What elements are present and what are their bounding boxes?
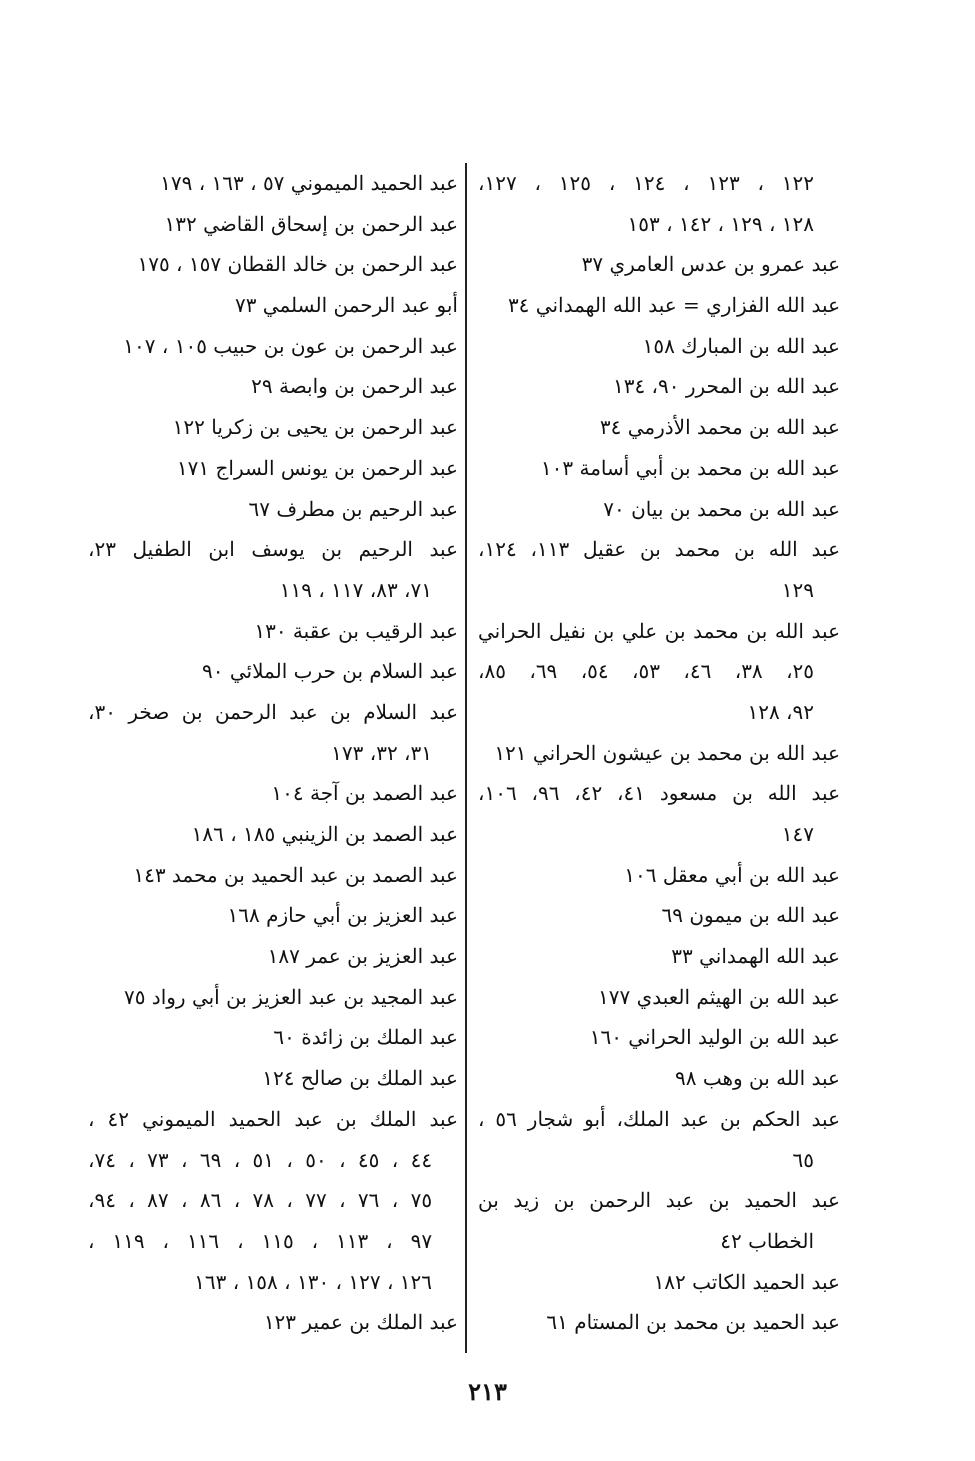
index-entry: عبد الله بن المحرر ٩٠، ١٣٤: [612, 374, 840, 399]
index-entry: عبد الرقيب بن عقبة ١٣٠: [254, 618, 458, 643]
index-entry: عبد عمرو بن عدس العامري ٣٧: [581, 252, 840, 277]
index-entry-continuation: ٧٥ ، ٧٦ ، ٧٧ ، ٧٨ ، ٨٦ ، ٨٧ ، ٩٤،: [88, 1188, 433, 1213]
index-entry: عبد السلام بن عبد الرحمن بن صخر ٣٠،: [88, 699, 458, 724]
column-divider: [465, 163, 467, 1353]
index-entry: أبو عبد الرحمن السلمي ٧٣: [234, 293, 458, 318]
index-entry: عبد الرحمن بن يحيى بن زكريا ١٢٢: [172, 415, 458, 440]
index-entry: عبد الله الهمداني ٣٣: [671, 944, 840, 969]
index-entry: عبد الملك بن عمير ١٢٣: [263, 1310, 458, 1335]
index-entry-continuation: ١٤٧: [781, 822, 814, 846]
index-entry: عبد الحميد بن محمد بن المستام ٦١: [546, 1310, 840, 1335]
index-entry: عبد السلام بن حرب الملائي ٩٠: [202, 659, 458, 684]
index-entry: عبد الله بن الوليد الحراني ١٦٠: [589, 1025, 840, 1050]
index-entry: عبد العزيز بن عمر ١٨٧: [267, 944, 458, 969]
index-entry: عبد الرحمن بن عون بن حبيب ١٠٥ ، ١٠٧: [123, 333, 458, 358]
index-entry: عبد الملك بن صالح ١٢٤: [262, 1066, 458, 1091]
index-entry: عبد الصمد بن آجة ١٠٤: [271, 781, 458, 806]
index-entry: عبد الرحمن بن وابصة ٢٩: [251, 374, 458, 399]
index-entry: عبد الله بن مسعود ٤١، ٤٢، ٩٦، ١٠٦،: [478, 781, 840, 806]
index-entry-continuation: ١٢٢ ، ١٢٣ ، ١٢٤ ، ١٢٥ ، ١٢٧،: [478, 171, 815, 195]
index-entry: عبد الله بن محمد الأذرمي ٣٤: [599, 415, 840, 440]
page-number: ٢١٣: [468, 1377, 507, 1406]
index-entry-continuation: ٧١، ٨٣، ١١٧ ، ١١٩: [279, 577, 432, 602]
index-entry: عبد الحميد الميموني ٥٧ ، ١٦٣ ، ١٧٩: [160, 171, 458, 195]
index-entry: عبد الله بن وهب ٩٨: [674, 1066, 840, 1091]
index-entry: عبد الصمد بن عبد الحميد بن محمد ١٤٣: [133, 862, 458, 887]
index-entry-continuation: ١٢٦ ، ١٢٧ ، ١٣٠ ، ١٥٨ ، ١٦٣: [194, 1269, 432, 1294]
index-entry: عبد العزيز بن أبي حازم ١٦٨: [227, 903, 458, 928]
index-entry: عبد الله بن المبارك ١٥٨: [642, 333, 840, 358]
index-entry-continuation: ٣١، ٣٢، ١٧٣: [331, 740, 432, 765]
index-entry: عبد الله بن محمد بن عقيل ١١٣، ١٢٤،: [478, 537, 840, 562]
index-entry: عبد الله بن الهيثم العبدي ١٧٧: [597, 984, 840, 1009]
index-entry: عبد الرحيم بن مطرف ٦٧: [248, 496, 458, 521]
index-entry: عبد الملك بن زائدة ٦٠: [273, 1025, 458, 1050]
index-entry-continuation: ١٢٨ ، ١٢٩ ، ١٤٢ ، ١٥٣: [627, 211, 814, 236]
index-entry: عبد الصمد بن الزينبي ١٨٥ ، ١٨٦: [191, 822, 458, 846]
index-entry: عبد الله بن محمد بن عيشون الحراني ١٢١: [494, 740, 840, 765]
index-entry: عبد الله الفزاري = عبد الله الهمداني ٣٤: [507, 293, 840, 318]
index-entry: عبد الرحمن بن يونس السراج ١٧١: [176, 455, 458, 480]
index-entry: عبد الحميد الكاتب ١٨٢: [653, 1269, 840, 1294]
index-column-right: [478, 163, 840, 1363]
index-entry-continuation: ٩٢، ١٢٨: [747, 699, 814, 724]
index-entry: عبد الرحمن بن خالد القطان ١٥٧ ، ١٧٥: [137, 252, 458, 277]
index-entry: عبد الله بن ميمون ٦٩: [661, 903, 840, 928]
index-entry: عبد الله بن محمد بن بيان ٧٠: [603, 496, 840, 521]
index-entry: عبد الرحيم بن يوسف ابن الطفيل ٢٣،: [88, 537, 458, 562]
index-entry-continuation: ١٢٩: [781, 577, 814, 602]
index-entry: عبد الحميد بن عبد الرحمن بن زيد بن: [478, 1188, 840, 1213]
index-column-left: [88, 163, 458, 1363]
index-entry: عبد الحكم بن عبد الملك، أبو شجار ٥٦ ،: [478, 1106, 840, 1131]
index-entry-continuation: ٦٥: [792, 1147, 814, 1172]
index-entry: عبد الرحمن بن إسحاق القاضي ١٣٢: [164, 211, 458, 236]
index-entry-continuation: ٢٥، ٣٨، ٤٦، ٥٣، ٥٤، ٦٩، ٨٥،: [478, 659, 815, 684]
index-entry: عبد الله بن محمد بن أبي أسامة ١٠٣: [540, 455, 840, 480]
index-entry-continuation: الخطاب ٤٢: [720, 1228, 814, 1253]
index-entry-continuation: ٤٤ ، ٤٥ ، ٥٠ ، ٥١ ، ٦٩ ، ٧٣ ، ٧٤،: [88, 1147, 433, 1172]
index-entry: عبد المجيد بن عبد العزيز بن أبي رواد ٧٥: [123, 984, 458, 1009]
index-entry: عبد الله بن أبي معقل ١٠٦: [624, 862, 840, 887]
index-entry: عبد الملك بن عبد الحميد الميموني ٤٢ ،: [88, 1106, 458, 1131]
index-entry: عبد الله بن محمد بن علي بن نفيل الحراني: [478, 618, 840, 643]
index-entry-continuation: ٩٧ ، ١١٣ ، ١١٥ ، ١١٦ ، ١١٩ ،: [88, 1228, 433, 1253]
